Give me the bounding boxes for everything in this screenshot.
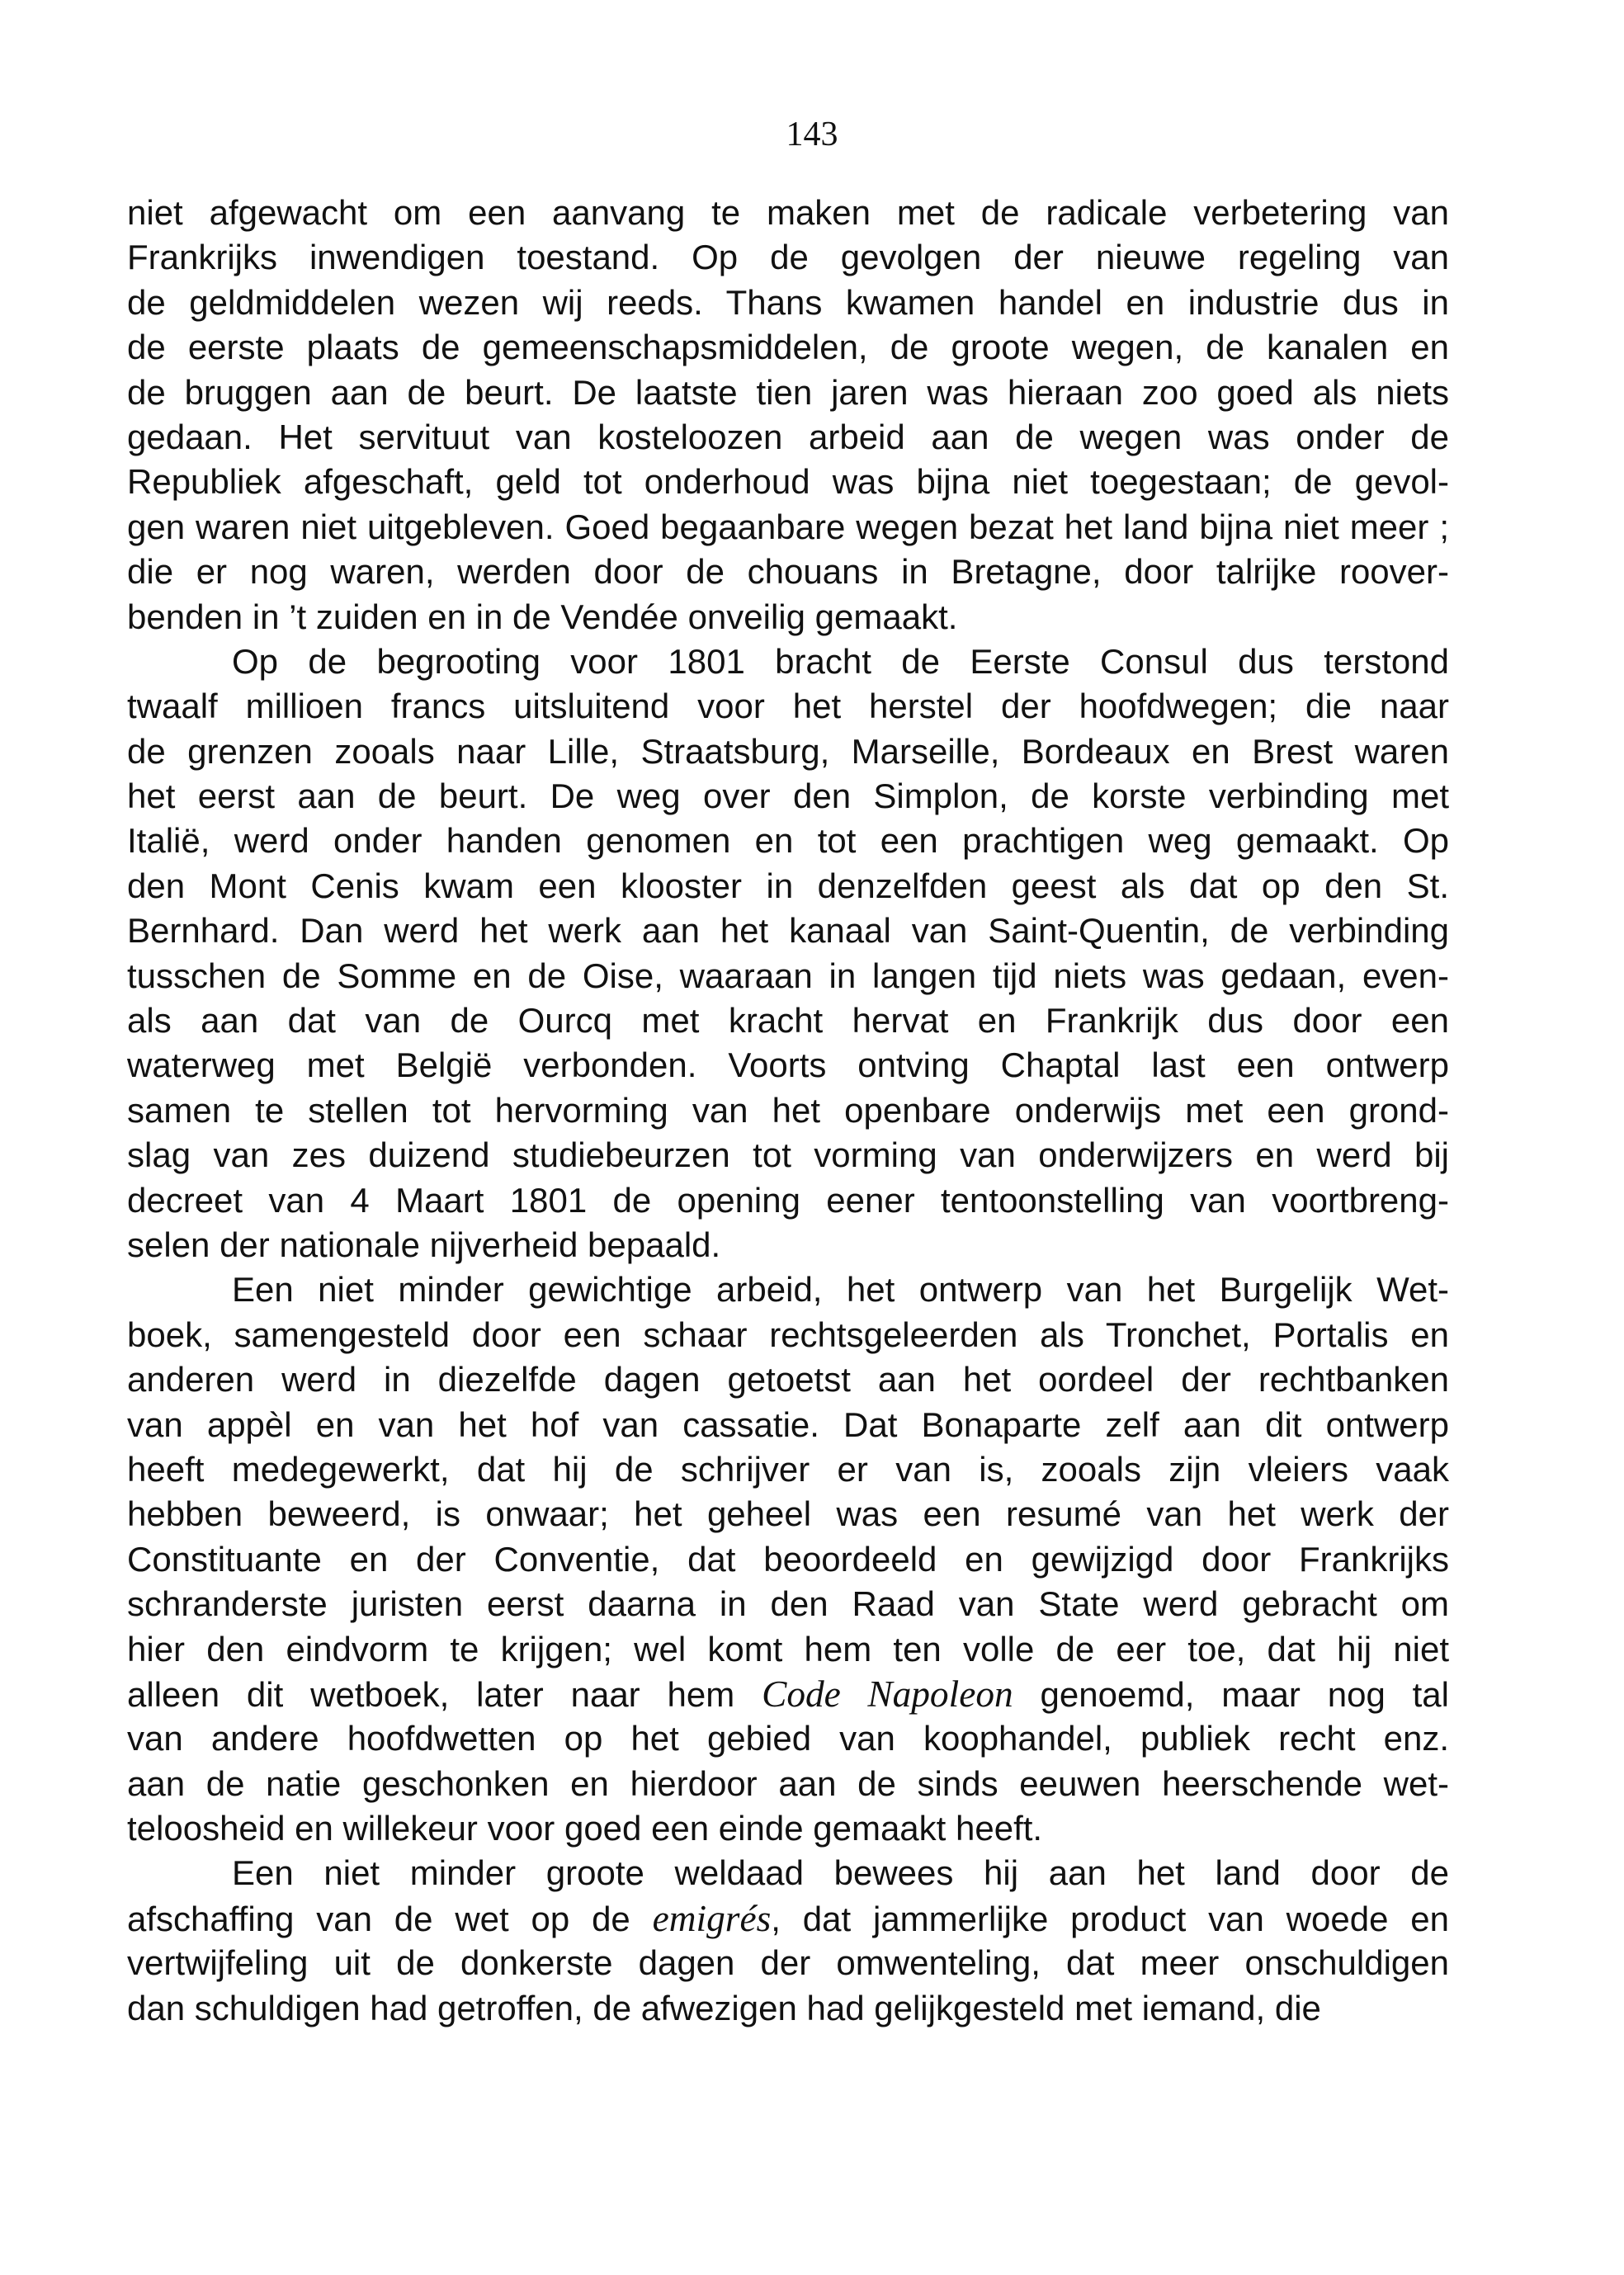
text-span: hebben beweerd, is onwaar; het geheel was een resumé van het werk der — [127, 1494, 1449, 1534]
text-span: Bernhard. Dan werd het werk aan het kanaal van Saint-Quentin, de verbinding — [127, 911, 1449, 951]
page-number: 143 — [786, 116, 838, 153]
text-line — [127, 281, 1449, 325]
text-span: de geldmiddelen wezen wij reeds. Thans kwamen handel en industrie dus in — [127, 282, 1449, 322]
text-line — [127, 505, 1449, 550]
text-line — [127, 415, 1449, 460]
paragraph — [127, 640, 1449, 1267]
paragraph — [127, 191, 1449, 640]
text-span: , dat jammerlijke product van woede en — [771, 1899, 1449, 1938]
text-line — [127, 325, 1449, 370]
text-line — [127, 1941, 1449, 1985]
text-line — [127, 819, 1449, 863]
paragraph — [127, 1267, 1449, 1851]
text-span: Een niet minder groote weldaad bewees hij aan het land door de — [232, 1853, 1449, 1893]
text-span: van appèl en van het hof van cassatie. Dat Bonaparte zelf aan dit ontwerp — [127, 1404, 1449, 1444]
text-line — [127, 684, 1449, 729]
text-span: twaalf millioen francs uitsluitend voor het herstel der hoofdwegen; die naar — [127, 687, 1449, 726]
text-line — [127, 1357, 1449, 1402]
text-span: afschaffing van de wet op de — [127, 1899, 653, 1938]
text-span: als aan dat van de Ourcq met kracht hervat en Frankrijk dus door een — [127, 1001, 1449, 1041]
text-span: vertwijfeling uit de donkerste dagen der omwenteling, dat meer onschuldigen — [127, 1943, 1449, 1983]
text-span: niet afgewacht om een aanvang te maken met de radicale verbetering van — [127, 193, 1449, 232]
text-span: anderen werd in diezelfde dagen getoetst aan het oordeel der rechtbanken — [127, 1360, 1449, 1399]
text-line — [127, 774, 1449, 819]
text-line — [127, 1986, 1449, 2031]
text-line — [127, 729, 1449, 774]
text-span: gedaan. Het servituut van kosteloozen arbeid aan de wegen was onder de — [127, 417, 1449, 456]
text-span: heeft medegewerkt, dat hij de schrijver er van is, zooals zijn vleiers vaak — [127, 1449, 1449, 1489]
text-span: aan de natie geschonken en hierdoor aan de sinds eeuwen heerschende wet- — [127, 1763, 1449, 1803]
text-span: die er nog waren, werden door de chouans in Bretagne, door talrijke roover- — [127, 552, 1449, 592]
text-line — [127, 460, 1449, 504]
text-span: Op de begrooting voor 1801 bracht de Eerste Consul dus terstond — [232, 641, 1449, 681]
text-span: de eerste plaats de gemeenschapsmiddelen, de groote wegen, de kanalen en — [127, 328, 1449, 367]
text-span: waterweg met België verbonden. Voorts ontving Chaptal last een ontwerp — [127, 1045, 1449, 1085]
text-span: gen waren niet uitgebleven. Goed begaanbare wegen bezat het land bijna niet meer ; — [127, 507, 1449, 546]
text-line — [127, 371, 1449, 415]
text-line — [127, 1313, 1449, 1357]
text-span: de bruggen aan de beurt. De laatste tien jaren was hieraan zoo goed als niets — [127, 372, 1449, 412]
paragraph — [127, 1851, 1449, 2031]
text-line — [127, 235, 1449, 280]
text-line — [127, 1267, 1449, 1312]
text-line — [127, 1223, 1449, 1267]
text-line — [127, 1582, 1449, 1626]
text-line — [127, 1088, 1449, 1133]
text-span: schranderste juristen eerst daarna in den Raad van State werd gebracht om — [127, 1584, 1449, 1624]
text-span: Italië, werd onder handen genomen en tot een prachtigen weg gemaakt. Op — [127, 821, 1449, 861]
text-span: tusschen de Somme en de Oise, waaraan in langen tijd niets was gedaan, even- — [127, 956, 1449, 995]
text-line — [127, 191, 1449, 235]
text-span: Constituante en der Conventie, dat beoordeeld en gewijzigd door Frankrijks — [127, 1539, 1449, 1579]
text-line — [127, 1043, 1449, 1088]
text-line — [127, 1762, 1449, 1806]
text-line — [127, 1896, 1449, 1941]
text-span: samen te stellen tot hervorming van het openbare onderwijs met een grond- — [127, 1090, 1449, 1130]
text-span: den Mont Cenis kwam een klooster in denzelfden geest als dat op den St. — [127, 866, 1449, 905]
text-span: Republiek afgeschaft, geld tot onderhoud was bijna niet toegestaan; de gevol- — [127, 462, 1449, 502]
text-line — [127, 1716, 1449, 1761]
text-line — [127, 1672, 1449, 1716]
text-span: slag van zes duizend studiebeurzen tot vorming van onderwijzers en werd bij — [127, 1135, 1449, 1175]
text-line — [127, 1851, 1449, 1895]
text-span: genoemd, maar nog tal — [1013, 1674, 1449, 1714]
text-line — [127, 864, 1449, 909]
text-span: de grenzen zooals naar Lille, Straatsburg, Marseille, Bordeaux en Brest waren — [127, 731, 1449, 771]
text-span: dan schuldigen had getroffen, de afwezigen had gelijkgesteld met iemand, die — [127, 1988, 1321, 2027]
text-span: teloosheid en willekeur voor goed een einde gemaakt heeft. — [127, 1809, 1043, 1848]
text-line — [127, 1627, 1449, 1672]
text-span: alleen dit wetboek, later naar hem — [127, 1674, 762, 1714]
text-line — [127, 1178, 1449, 1223]
text-span: decreet van 4 Maart 1801 de opening eener tentoonstelling van voortbreng- — [127, 1180, 1449, 1220]
text-span: hier den eindvorm te krijgen; wel komt hem ten volle de eer toe, dat hij niet — [127, 1629, 1449, 1668]
text-span: Frankrijks inwendigen toestand. Op de gevolgen der nieuwe regeling van — [127, 238, 1449, 277]
text-span: het eerst aan de beurt. De weg over den Simplon, de korste verbinding met — [127, 776, 1449, 816]
text-line — [127, 1133, 1449, 1178]
text-line — [127, 595, 1449, 640]
text-span: selen der nationale nijverheid bepaald. — [127, 1225, 721, 1264]
text-line — [127, 1447, 1449, 1492]
italic-text: Code Napoleon — [762, 1673, 1013, 1715]
text-line — [127, 909, 1449, 953]
text-line — [127, 1537, 1449, 1582]
text-line — [127, 640, 1449, 684]
text-span: Een niet minder gewichtige arbeid, het ontwerp van het Burgelijk Wet- — [232, 1270, 1449, 1310]
text-span: van andere hoofdwetten op het gebied van koophandel, publiek recht enz. — [127, 1719, 1449, 1758]
text-line — [127, 954, 1449, 998]
text-line — [127, 550, 1449, 594]
body-text — [127, 191, 1449, 2031]
text-span: boek, samengesteld door een schaar rechtsgeleerden als Tronchet, Portalis en — [127, 1314, 1449, 1354]
text-span: benden in ’t zuiden en in de Vendée onveilig gemaakt. — [127, 597, 958, 636]
text-line — [127, 1492, 1449, 1536]
text-line — [127, 1403, 1449, 1447]
text-line — [127, 1806, 1449, 1851]
italic-text: emigrés — [652, 1897, 772, 1939]
text-line — [127, 998, 1449, 1043]
